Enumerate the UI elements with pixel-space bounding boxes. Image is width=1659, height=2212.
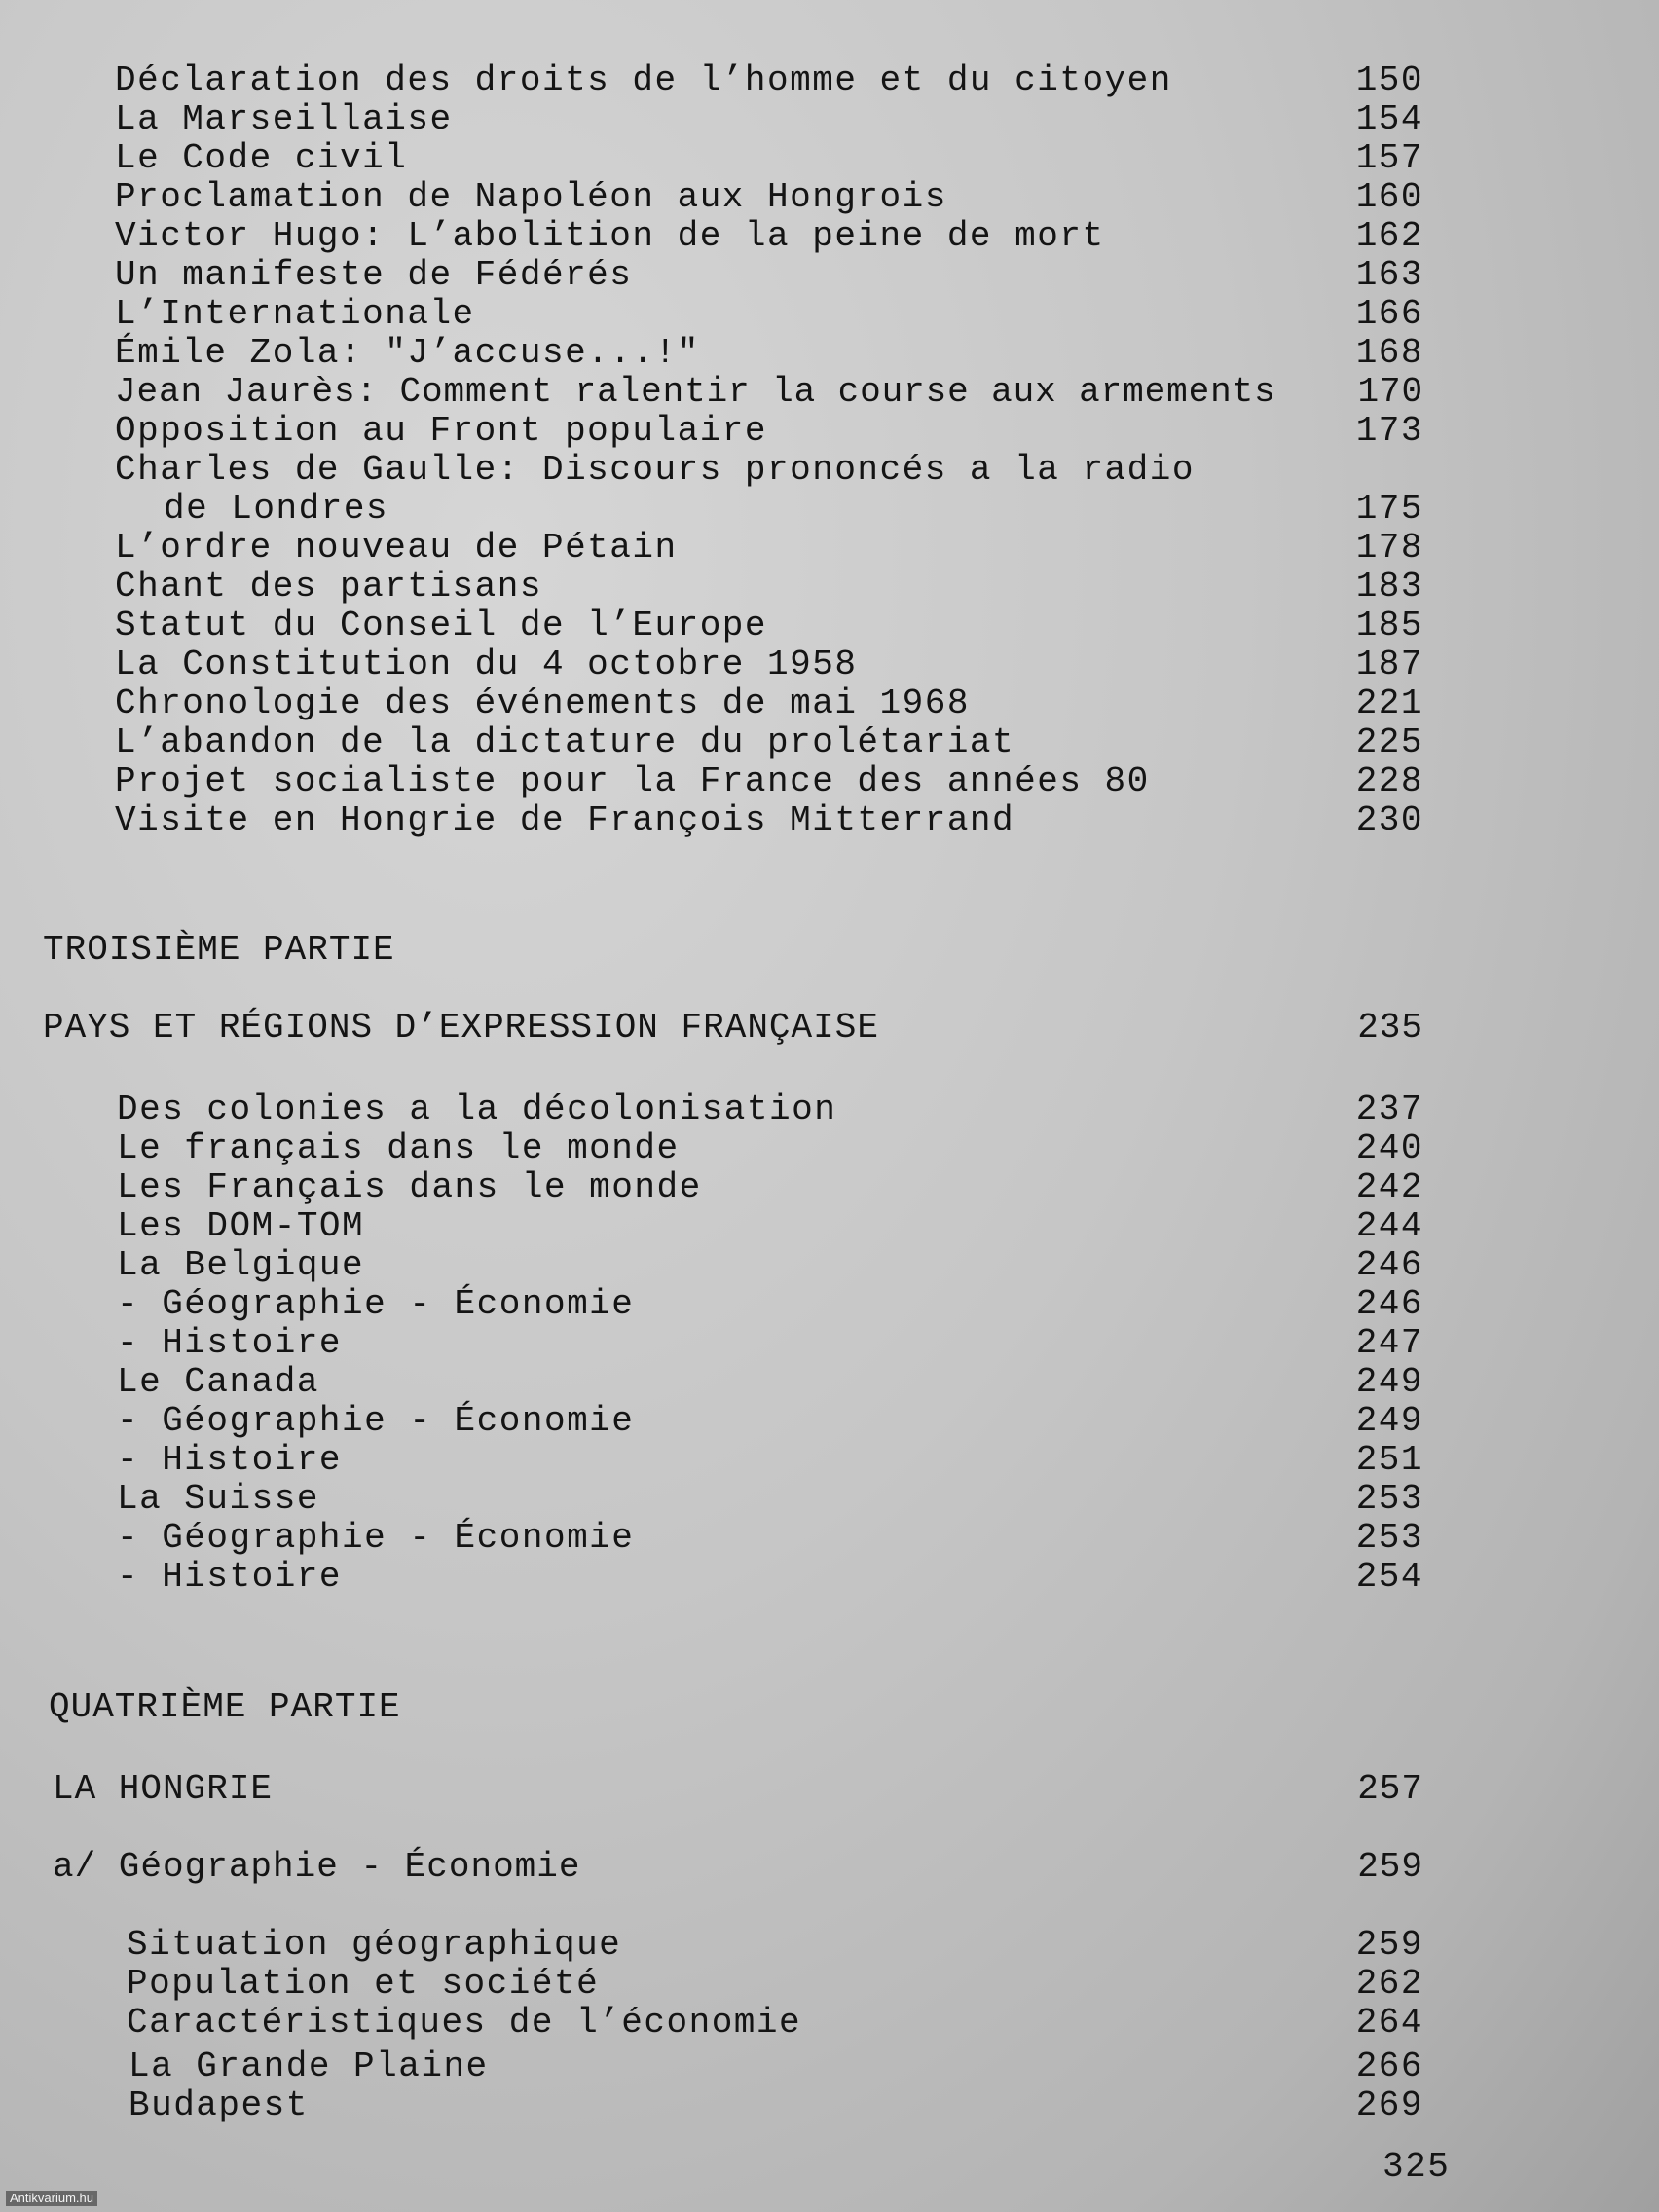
entry-title: La Constitution du 4 octobre 1958: [115, 645, 858, 684]
subsection-title-text: a/ Géographie - Économie: [53, 1847, 581, 1887]
entry-page: 225: [1355, 722, 1423, 762]
subsection-title: [0, 1848, 1659, 1887]
entry-title: Population et société: [127, 1964, 600, 2004]
entry-title: Opposition au Front populaire: [115, 411, 768, 451]
toc-entry: [0, 1926, 1659, 1965]
toc-entry: [0, 1519, 1659, 1558]
toc-entry: [0, 334, 1659, 373]
entry-title: Chronologie des événements de mai 1968: [115, 683, 970, 723]
toc-entry: [0, 490, 1659, 529]
entry-page: 178: [1355, 528, 1423, 568]
toc-entry: [0, 1441, 1659, 1480]
toc-entry: [0, 568, 1659, 607]
entry-page: 242: [1355, 1167, 1423, 1207]
entry-page: 162: [1355, 216, 1423, 256]
watermark: Antikvarium.hu: [6, 2191, 97, 2206]
entry-page: 246: [1355, 1284, 1423, 1324]
entry-page: 251: [1355, 1440, 1423, 1480]
entry-page: 150: [1355, 60, 1423, 100]
entry-title: Les Français dans le monde: [117, 1167, 702, 1207]
entry-title: - Histoire: [117, 1323, 343, 1363]
toc-entry: [0, 2004, 1659, 2043]
toc-entry: [0, 762, 1659, 801]
toc-entry: [0, 373, 1659, 412]
toc-entry: [0, 295, 1659, 334]
part-title-text: PAYS ET RÉGIONS D’EXPRESSION FRANÇAISE: [43, 1008, 879, 1048]
toc-entry: [0, 139, 1659, 178]
entry-title: Victor Hugo: L’abolition de la peine de mort: [115, 216, 1105, 256]
entry-title: L’ordre nouveau de Pétain: [115, 528, 678, 568]
entry-title: Visite en Hongrie de François Mitterrand: [115, 800, 1015, 840]
toc-entry: [0, 61, 1659, 100]
entry-page: 253: [1355, 1479, 1423, 1519]
toc-entry: [0, 412, 1659, 451]
entry-title: L’Internationale: [115, 294, 475, 334]
entry-title: La Grande Plaine: [129, 2046, 489, 2086]
entry-page: 175: [1355, 489, 1423, 529]
entry-page: 249: [1355, 1362, 1423, 1402]
entry-page: 249: [1355, 1401, 1423, 1441]
toc-entry: [0, 1168, 1659, 1207]
entry-title: - Histoire: [117, 1440, 343, 1480]
toc-entry: [0, 684, 1659, 723]
entry-page: 269: [1355, 2085, 1423, 2125]
entry-title: Un manifeste de Fédérés: [115, 255, 633, 295]
toc-entry: [0, 178, 1659, 217]
toc-entry: [0, 1246, 1659, 1285]
entry-title: Le français dans le monde: [117, 1128, 680, 1168]
entry-title: Budapest: [129, 2085, 309, 2125]
entry-page: 254: [1355, 1557, 1423, 1597]
toc-entry: [0, 1402, 1659, 1441]
entry-title: Déclaration des droits de l’homme et du citoyen: [115, 60, 1172, 100]
entry-title: La Marseillaise: [115, 99, 453, 139]
part-label-text: QUATRIÈME PARTIE: [49, 1687, 401, 1727]
entry-title: La Belgique: [117, 1245, 365, 1285]
entry-title: Projet socialiste pour la France des années 80: [115, 761, 1150, 801]
entry-page: 246: [1355, 1245, 1423, 1285]
entry-page: 183: [1355, 567, 1423, 607]
entry-page: 166: [1355, 294, 1423, 334]
part-title: [0, 1770, 1659, 1809]
entry-page: 237: [1355, 1089, 1423, 1129]
entry-page: 253: [1355, 1518, 1423, 1558]
entry-page: 262: [1355, 1964, 1423, 2004]
entry-page: 240: [1355, 1128, 1423, 1168]
part-title-text: LA HONGRIE: [53, 1769, 274, 1809]
toc-entry: [0, 217, 1659, 256]
toc-entry: [0, 801, 1659, 840]
toc-entry: [0, 1363, 1659, 1402]
entry-page: 228: [1355, 761, 1423, 801]
toc-entry: [0, 256, 1659, 295]
entry-title: Statut du Conseil de l’Europe: [115, 606, 768, 645]
entry-page: 266: [1355, 2046, 1423, 2086]
toc-entry: [0, 1965, 1659, 2004]
entry-page: 247: [1355, 1323, 1423, 1363]
page-number: 325: [1382, 2147, 1451, 2187]
entry-page: 264: [1355, 2003, 1423, 2043]
entry-page: 244: [1355, 1206, 1423, 1246]
entry-title: Caractéristiques de l’économie: [127, 2003, 802, 2043]
entry-page: 173: [1355, 411, 1423, 451]
entry-title: Situation géographique: [127, 1925, 622, 1965]
toc-entry: [0, 607, 1659, 645]
entry-title: - Histoire: [117, 1557, 343, 1597]
entry-page: 221: [1355, 683, 1423, 723]
part-label-text: TROISIÈME PARTIE: [43, 930, 395, 970]
entry-title: - Géographie - Économie: [117, 1401, 635, 1441]
toc-entry: [0, 100, 1659, 139]
entry-page: 168: [1355, 333, 1423, 373]
entry-title: La Suisse: [117, 1479, 319, 1519]
toc-entry: [0, 1480, 1659, 1519]
entry-page: 154: [1355, 99, 1423, 139]
entry-page: 160: [1355, 177, 1423, 217]
entry-title: Le Canada: [117, 1362, 319, 1402]
toc-entry: [0, 1207, 1659, 1246]
part-label: [0, 1688, 1659, 1727]
toc-entry: [0, 1285, 1659, 1324]
entry-title: Proclamation de Napoléon aux Hongrois: [115, 177, 947, 217]
toc-entry: [0, 1129, 1659, 1168]
entry-title: Chant des partisans: [115, 567, 542, 607]
part-label: [0, 931, 1659, 970]
toc-entry: [0, 1090, 1659, 1129]
toc-entry: [0, 2086, 1659, 2125]
entry-page: 170: [1357, 372, 1423, 412]
toc-entry: [0, 529, 1659, 568]
entry-title: de Londres: [164, 489, 389, 529]
entry-title: Des colonies a la décolonisation: [117, 1089, 837, 1129]
entry-title: - Géographie - Économie: [117, 1284, 635, 1324]
toc-entry: [0, 645, 1659, 684]
entry-title: L’abandon de la dictature du prolétariat: [115, 722, 1015, 762]
toc-entry: [0, 2047, 1659, 2086]
entry-title: Le Code civil: [115, 138, 408, 178]
entry-title: Émile Zola: "J’accuse...!": [115, 333, 700, 373]
entry-title: - Géographie - Économie: [117, 1518, 635, 1558]
toc-entry: [0, 1324, 1659, 1363]
entry-page: 187: [1355, 645, 1423, 684]
subsection-page: 259: [1357, 1847, 1423, 1887]
part-title: [0, 1009, 1659, 1048]
entry-page: 157: [1355, 138, 1423, 178]
entry-title: Les DOM-TOM: [117, 1206, 365, 1246]
toc-entry: [0, 451, 1659, 490]
entry-title: Jean Jaurès: Comment ralentir la course aux armements: [115, 372, 1276, 412]
entry-page: 259: [1355, 1925, 1423, 1965]
entry-page: 163: [1355, 255, 1423, 295]
toc-entry: [0, 723, 1659, 762]
part-page: 235: [1357, 1008, 1423, 1048]
part-page: 257: [1357, 1769, 1423, 1809]
toc-entry: [0, 1558, 1659, 1597]
entry-page: 230: [1355, 800, 1423, 840]
entry-page: 185: [1355, 606, 1423, 645]
entry-title: Charles de Gaulle: Discours prononcés a la radio: [115, 450, 1195, 490]
